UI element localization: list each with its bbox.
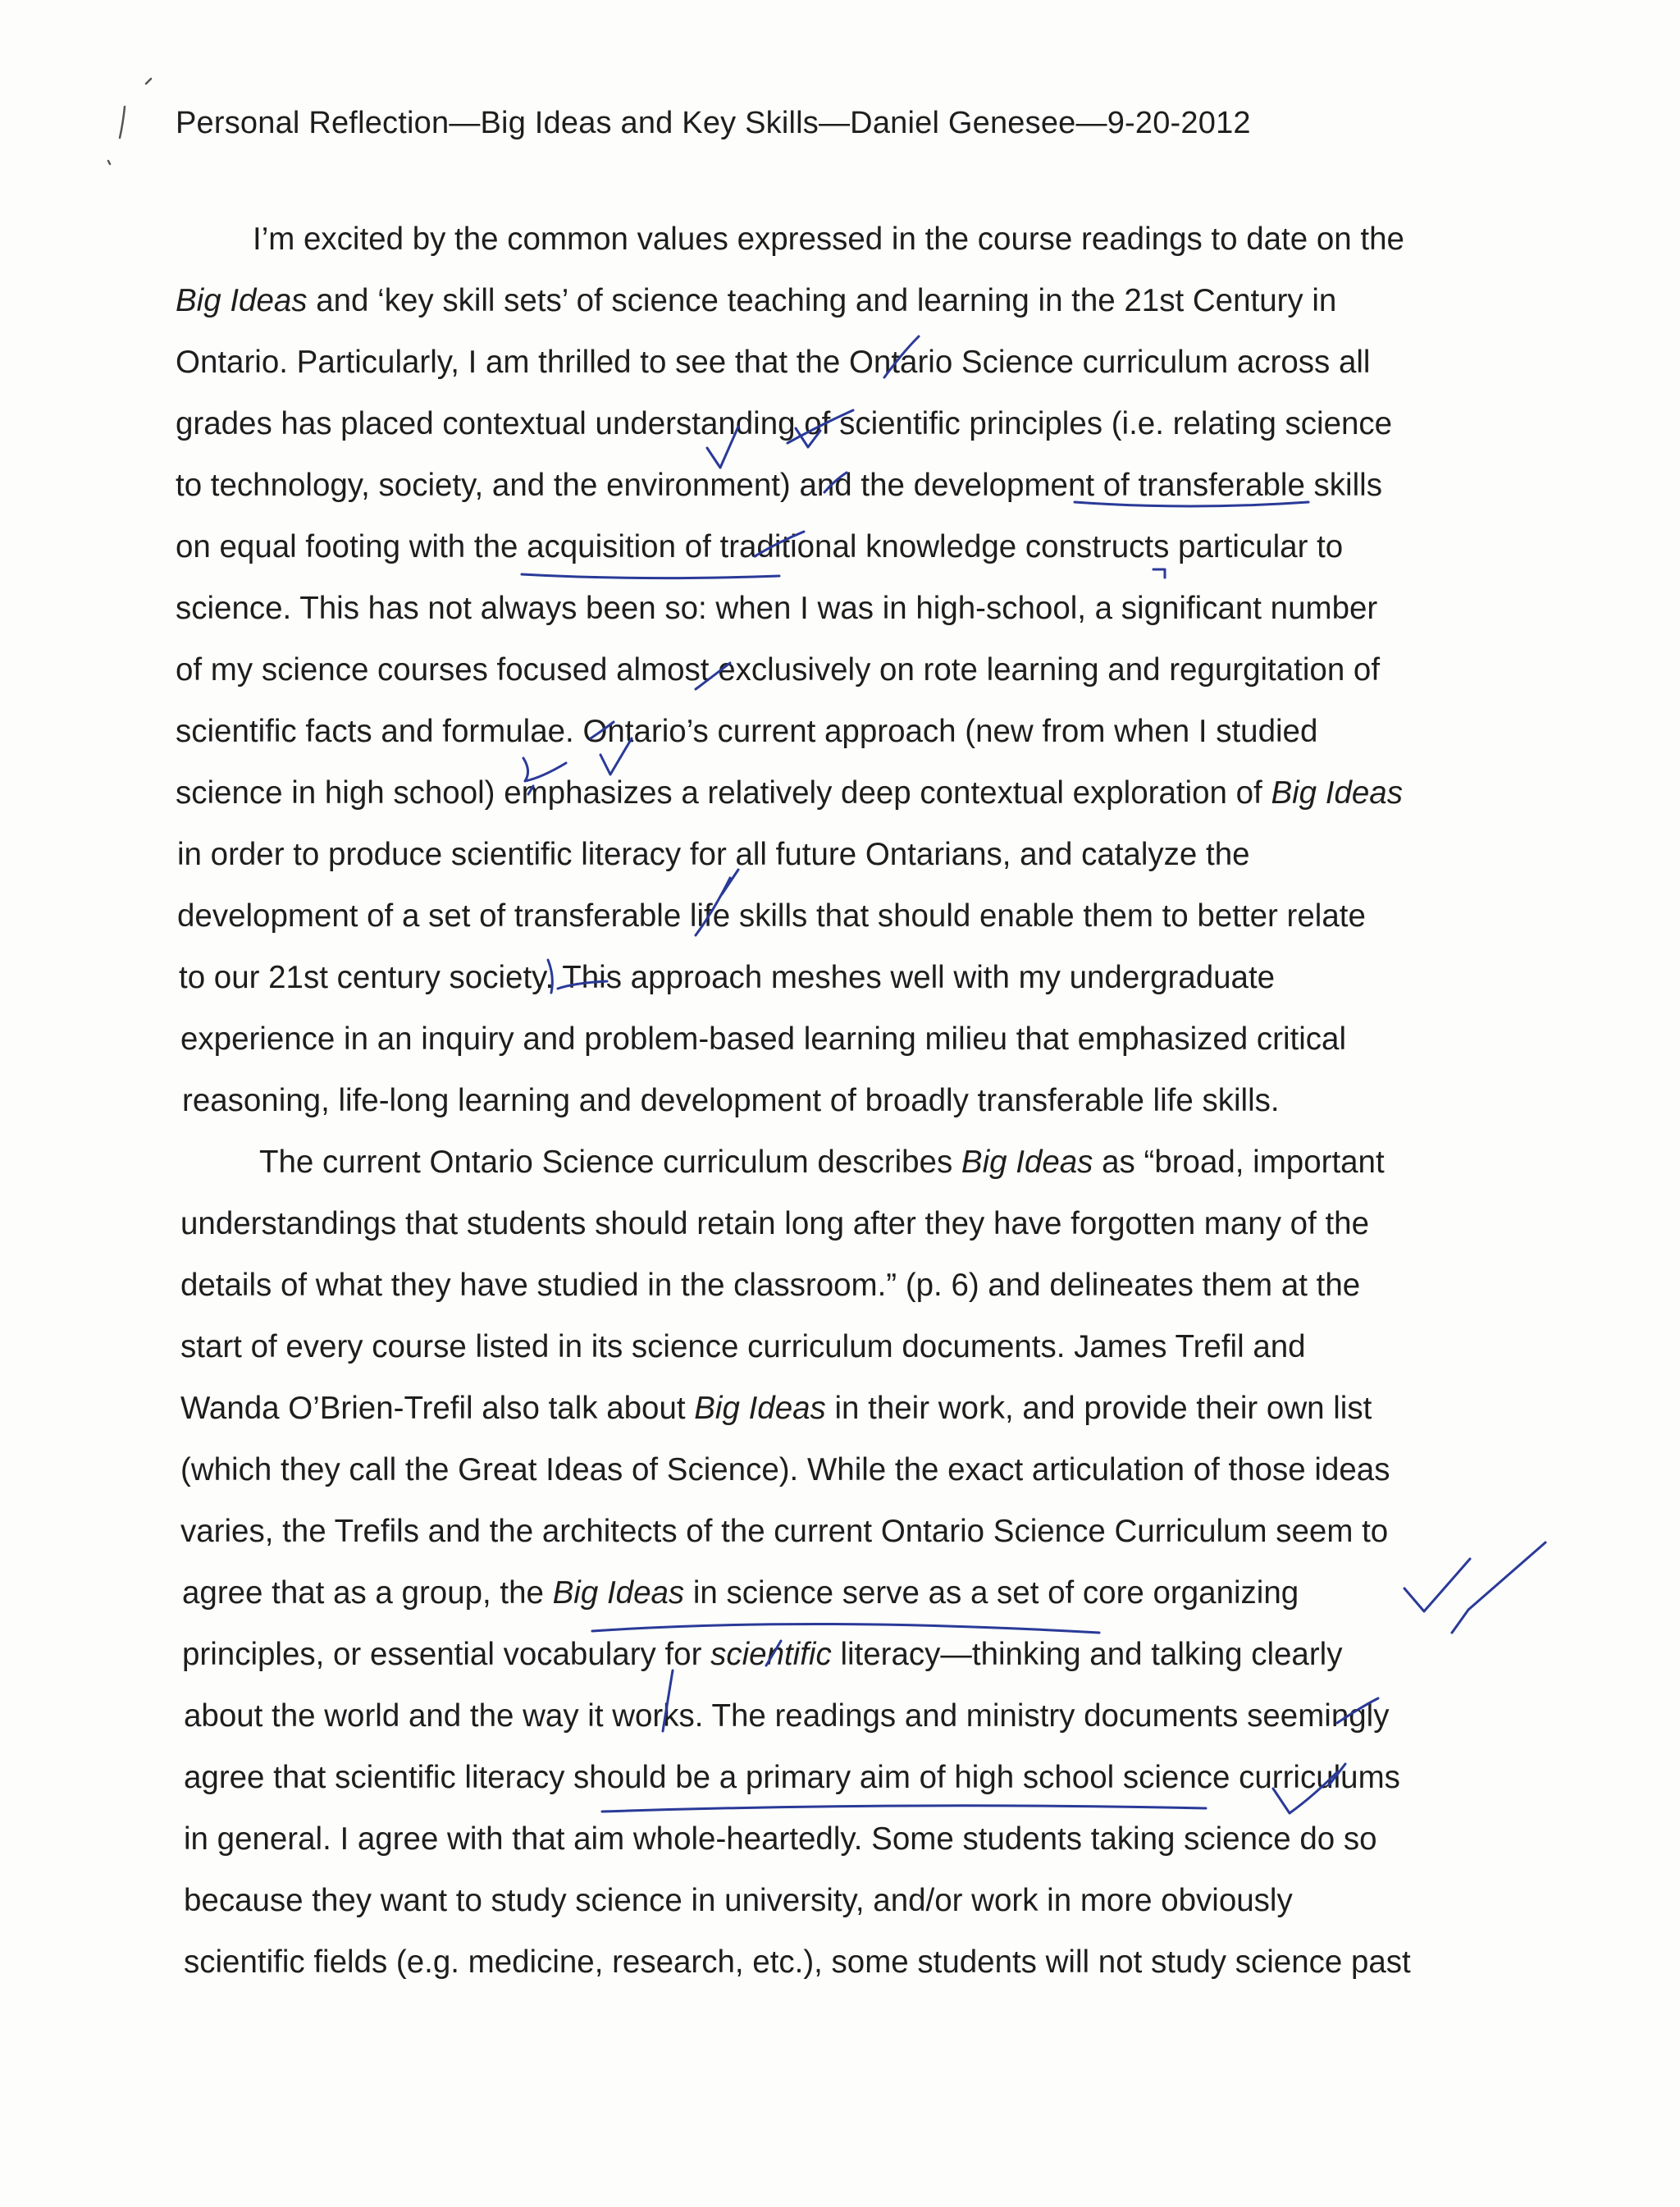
- text-line: to our 21st century society. This approach meshes well with my undergraduate: [179, 960, 1276, 995]
- text-span: agree that as a group, the: [182, 1575, 553, 1611]
- italic-term: scientific: [710, 1637, 832, 1672]
- document-header: Personal Reflection—Big Ideas and Key Skills—Daniel Genesee—9-20-2012: [176, 106, 1251, 140]
- text-line: development of a set of transferable life skills that should enable them to better relate: [177, 898, 1366, 934]
- text-line: varies, the Trefils and the architects of the current Ontario Science Curriculum seem to: [180, 1514, 1389, 1549]
- text-line: agree that scientific literacy should be a primary aim of high school science curriculums: [184, 1760, 1400, 1795]
- text-span: literacy—thinking and talking clearly: [831, 1637, 1343, 1672]
- text-line: because they want to study science in university, and/or work in more obviously: [184, 1883, 1293, 1918]
- text-line: in order to produce scientific literacy for all future Ontarians, and catalyze the: [177, 837, 1250, 872]
- text-line: in general. I agree with that aim whole-heartedly. Some students taking science do so: [184, 1821, 1377, 1857]
- check-mark-icon: [1452, 1542, 1545, 1633]
- italic-term: Big Ideas: [694, 1391, 826, 1426]
- text-line: understandings that students should retain long after they have forgotten many of the: [180, 1206, 1369, 1241]
- text-line: details of what they have studied in the classroom.” (p. 6) and delineates them at the: [180, 1268, 1361, 1303]
- text-line: [176, 276, 1336, 326]
- text-line: scientific fields (e.g. medicine, research, etc.), some students will not study science past: [184, 1944, 1411, 1980]
- text-span: principles, or essential vocabulary for: [182, 1637, 711, 1672]
- text-line: scientific facts and formulae. Ontario’s current approach (new from when I studied: [176, 714, 1318, 749]
- text-line: [259, 1138, 1385, 1187]
- text-line: science. This has not always been so: when I was in high-school, a significant number: [176, 591, 1378, 626]
- text-line: [182, 1630, 1342, 1679]
- text-line: [180, 1384, 1372, 1433]
- text-line: Ontario. Particularly, I am thrilled to see that the Ontario Science curriculum across all: [176, 345, 1371, 380]
- text-line: I’m excited by the common values expressed in the course readings to date on the: [253, 222, 1404, 257]
- text-span: in their work, and provide their own list: [825, 1391, 1372, 1426]
- italic-term: Big Ideas: [176, 283, 308, 318]
- underline-mark: [602, 1806, 1206, 1812]
- pencil-mark: [108, 79, 151, 164]
- text-span: The current Ontario Science curriculum describes: [259, 1145, 961, 1180]
- text-line: [176, 769, 1403, 818]
- text-line: of my science courses focused almost exclusively on rote learning and regurgitation of: [176, 652, 1381, 688]
- text-line: to technology, society, and the environment) and the development of transferable skills: [176, 468, 1382, 503]
- text-span: science in high school) emphasizes a relatively deep contextual exploration of: [176, 775, 1271, 811]
- text-line: [182, 1569, 1299, 1618]
- text-line: (which they call the Great Ideas of Science). While the exact articulation of those ideas: [180, 1452, 1390, 1487]
- text-line: about the world and the way it works. The readings and ministry documents seemingly: [184, 1698, 1390, 1734]
- text-line: start of every course listed in its science curriculum documents. James Trefil and: [180, 1329, 1306, 1364]
- text-line: reasoning, life-long learning and development of broadly transferable life skills.: [182, 1083, 1280, 1118]
- text-span: Wanda O’Brien-Trefil also talk about: [180, 1391, 695, 1426]
- italic-term: Big Ideas: [961, 1145, 1093, 1180]
- text-span: in science serve as a set of core organizing: [684, 1575, 1299, 1611]
- text-line: on equal footing with the acquisition of traditional knowledge constructs particular to: [176, 529, 1344, 564]
- text-span: as “broad, important: [1093, 1145, 1385, 1180]
- italic-term: Big Ideas: [1271, 775, 1403, 811]
- underline-mark: [522, 574, 779, 578]
- text-line: grades has placed contextual understanding of scientific principles (i.e. relating science: [176, 406, 1393, 441]
- italic-term: Big Ideas: [552, 1575, 685, 1611]
- text-line: experience in an inquiry and problem-based learning milieu that emphasized critical: [180, 1021, 1347, 1057]
- double-check-mark-icon: [1404, 1559, 1470, 1611]
- text-span: and ‘key skill sets’ of science teaching and learning in the 21st Century in: [307, 283, 1337, 318]
